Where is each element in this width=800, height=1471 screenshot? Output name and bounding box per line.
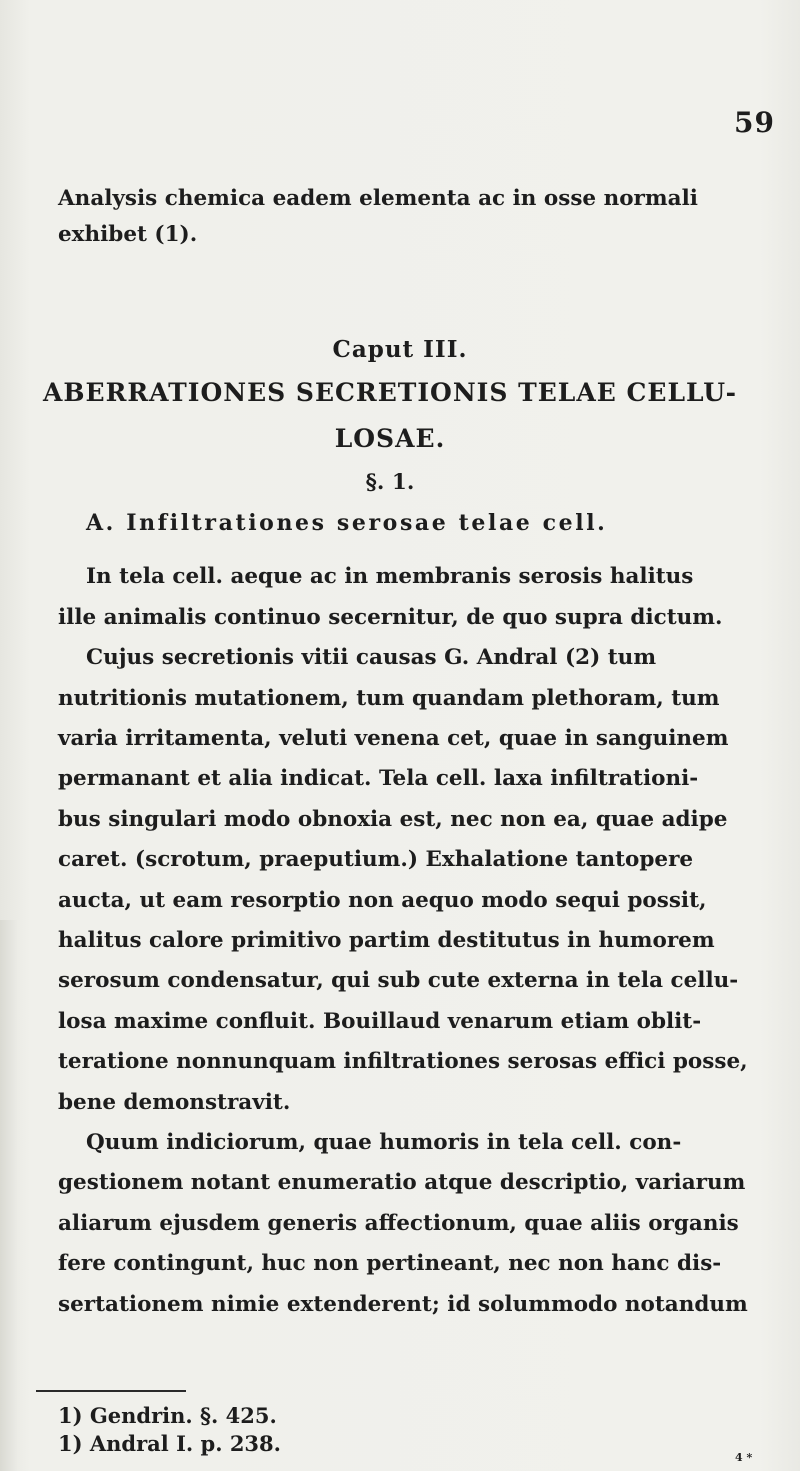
footnote-1: 1) Gendrin. §. 425. bbox=[58, 1403, 277, 1428]
text-line: Cujus secretionis vitii causas G. Andral (2) tum bbox=[86, 645, 657, 670]
intro-line-2: exhibet (1). bbox=[58, 222, 198, 247]
footnote-divider bbox=[36, 1390, 186, 1392]
text-line: aliarum ejusdem generis affectionum, quae aliis organis bbox=[58, 1211, 739, 1236]
text-line: sertationem nimie extenderent; id solummodo notandum bbox=[58, 1292, 748, 1317]
text-line: varia irritamenta, veluti venena cet, quae in sanguinem bbox=[58, 726, 729, 751]
text-line: gestionem notant enumeratio atque descriptio, variarum bbox=[58, 1170, 746, 1195]
text-line: teratione nonnunquam infiltrationes serosas effici posse, bbox=[58, 1049, 748, 1074]
text-line: caret. (scrotum, praeputium.) Exhalatione tantopere bbox=[58, 847, 694, 872]
chapter-label: Caput III. bbox=[332, 336, 468, 363]
text-line: losa maxime confluit. Bouillaud venarum etiam oblit- bbox=[58, 1009, 702, 1034]
text-line: permanant et alia indicat. Tela cell. laxa infiltrationi- bbox=[58, 766, 699, 791]
page-number: 59 bbox=[734, 106, 775, 139]
text-line: Quum indiciorum, quae humoris in tela cell. con- bbox=[86, 1130, 682, 1155]
footnote-2: 1) Andral I. p. 238. bbox=[58, 1431, 281, 1456]
text-line: bus singulari modo obnoxia est, nec non ea, quae adipe bbox=[58, 807, 728, 832]
text-line: serosum condensatur, qui sub cute externa in tela cellu- bbox=[58, 968, 739, 993]
page-edge-shadow bbox=[0, 920, 18, 1471]
text-line: bene demonstravit. bbox=[58, 1090, 291, 1115]
text-line: fere contingunt, huc non pertineant, nec non hanc dis- bbox=[58, 1251, 722, 1276]
text-line: aucta, ut eam resorptio non aequo modo sequi possit, bbox=[58, 888, 707, 913]
section-number: §. 1. bbox=[365, 470, 415, 495]
text-line: ille animalis continuo secernitur, de quo supra dictum. bbox=[58, 605, 723, 630]
intro-line-1: Analysis chemica eadem elementa ac in osse normali bbox=[58, 186, 698, 211]
text-line: In tela cell. aeque ac in membranis serosis halitus bbox=[86, 564, 694, 589]
subheading: A. Infiltrationes serosae telae cell. bbox=[86, 510, 608, 536]
signature-mark: 4 * bbox=[735, 1451, 753, 1464]
text-line: nutritionis mutationem, tum quandam plethoram, tum bbox=[58, 686, 720, 711]
chapter-title-line-1: ABERRATIONES SECRETIONIS TELAE CELLU- bbox=[43, 378, 737, 407]
chapter-title-line-2: LOSAE. bbox=[334, 424, 446, 453]
text-line: halitus calore primitivo partim destitutus in humorem bbox=[58, 928, 715, 953]
